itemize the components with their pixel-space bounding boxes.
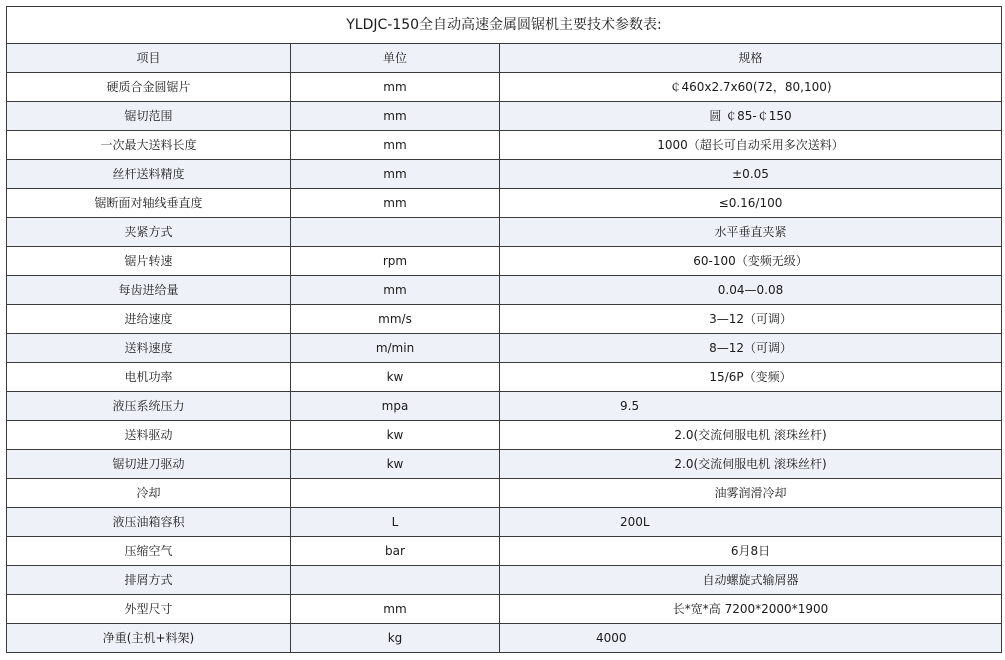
cell-item: 每齿进给量 <box>7 276 291 305</box>
cell-spec: 自动螺旋式输屑器 <box>500 566 1002 595</box>
cell-spec: 9.5 <box>500 392 1002 421</box>
header-unit: 单位 <box>291 44 500 73</box>
table-row <box>7 334 1002 363</box>
spec-table-body <box>7 7 1002 653</box>
cell-unit: mm <box>291 189 500 218</box>
cell-unit: L <box>291 508 500 537</box>
table-row <box>7 160 1002 189</box>
table-row <box>7 131 1002 160</box>
table-row <box>7 218 1002 247</box>
cell-spec: ±0.05 <box>500 160 1002 189</box>
cell-item: 外型尺寸 <box>7 595 291 624</box>
cell-spec: ≤0.16/100 <box>500 189 1002 218</box>
table-row <box>7 73 1002 102</box>
table-row <box>7 305 1002 334</box>
cell-spec: 0.04—0.08 <box>500 276 1002 305</box>
cell-unit: m/min <box>291 334 500 363</box>
cell-item: 冷却 <box>7 479 291 508</box>
table-row <box>7 624 1002 653</box>
cell-item: 净重(主机+料架) <box>7 624 291 653</box>
cell-item: 锯切进刀驱动 <box>7 450 291 479</box>
cell-unit: mm <box>291 102 500 131</box>
cell-spec: 15/6P（变频） <box>500 363 1002 392</box>
cell-spec: 6月8日 <box>500 537 1002 566</box>
cell-item: 液压系统压力 <box>7 392 291 421</box>
table-row <box>7 421 1002 450</box>
cell-item: 送料驱动 <box>7 421 291 450</box>
header-spec: 规格 <box>500 44 1002 73</box>
table-row <box>7 189 1002 218</box>
spec-table-container <box>6 6 1001 654</box>
cell-spec: ￠460x2.7x60(72，80,100) <box>500 73 1002 102</box>
cell-unit: kw <box>291 421 500 450</box>
cell-item: 锯断面对轴线垂直度 <box>7 189 291 218</box>
table-row <box>7 450 1002 479</box>
cell-spec: 水平垂直夹紧 <box>500 218 1002 247</box>
cell-item: 丝杆送料精度 <box>7 160 291 189</box>
cell-spec: 8—12（可调） <box>500 334 1002 363</box>
cell-item: 进给速度 <box>7 305 291 334</box>
cell-item: 锯片转速 <box>7 247 291 276</box>
table-row <box>7 102 1002 131</box>
spec-table <box>6 6 1002 653</box>
table-row <box>7 537 1002 566</box>
cell-item: 送料速度 <box>7 334 291 363</box>
cell-unit: rpm <box>291 247 500 276</box>
cell-unit: mm <box>291 73 500 102</box>
cell-unit <box>291 479 500 508</box>
table-row <box>7 247 1002 276</box>
cell-item: 锯切范围 <box>7 102 291 131</box>
cell-item: 硬质合金圆锯片 <box>7 73 291 102</box>
table-row <box>7 479 1002 508</box>
table-row <box>7 392 1002 421</box>
cell-spec: 油雾润滑冷却 <box>500 479 1002 508</box>
cell-item: 一次最大送料长度 <box>7 131 291 160</box>
cell-spec: 2.0(交流伺服电机 滚珠丝杆) <box>500 421 1002 450</box>
cell-unit: kw <box>291 363 500 392</box>
cell-spec: 1000（超长可自动采用多次送料） <box>500 131 1002 160</box>
table-row <box>7 363 1002 392</box>
cell-unit: mm/s <box>291 305 500 334</box>
cell-spec: 200L <box>500 508 1002 537</box>
cell-item: 电机功率 <box>7 363 291 392</box>
cell-unit: kg <box>291 624 500 653</box>
table-title: YLDJC-150全自动高速金属圆锯机主要技术参数表: <box>7 7 1002 44</box>
cell-unit <box>291 566 500 595</box>
table-row <box>7 595 1002 624</box>
cell-unit: mm <box>291 160 500 189</box>
cell-spec: 60-100（变频无级） <box>500 247 1002 276</box>
cell-unit: mm <box>291 595 500 624</box>
cell-item: 压缩空气 <box>7 537 291 566</box>
cell-spec: 4000 <box>500 624 1002 653</box>
cell-item: 排屑方式 <box>7 566 291 595</box>
cell-item: 夹紧方式 <box>7 218 291 247</box>
cell-item: 液压油箱容积 <box>7 508 291 537</box>
header-item: 项目 <box>7 44 291 73</box>
table-row <box>7 276 1002 305</box>
cell-unit: kw <box>291 450 500 479</box>
cell-spec: 圆 ￠85-￠150 <box>500 102 1002 131</box>
cell-unit: bar <box>291 537 500 566</box>
table-row <box>7 566 1002 595</box>
cell-unit <box>291 218 500 247</box>
cell-spec: 3—12（可调） <box>500 305 1002 334</box>
table-title-row <box>7 7 1002 44</box>
cell-spec: 长*宽*高 7200*2000*1900 <box>500 595 1002 624</box>
cell-unit: mm <box>291 276 500 305</box>
cell-spec: 2.0(交流伺服电机 滚珠丝杆) <box>500 450 1002 479</box>
table-row <box>7 508 1002 537</box>
table-header-row <box>7 44 1002 73</box>
cell-unit: mm <box>291 131 500 160</box>
cell-unit: mpa <box>291 392 500 421</box>
